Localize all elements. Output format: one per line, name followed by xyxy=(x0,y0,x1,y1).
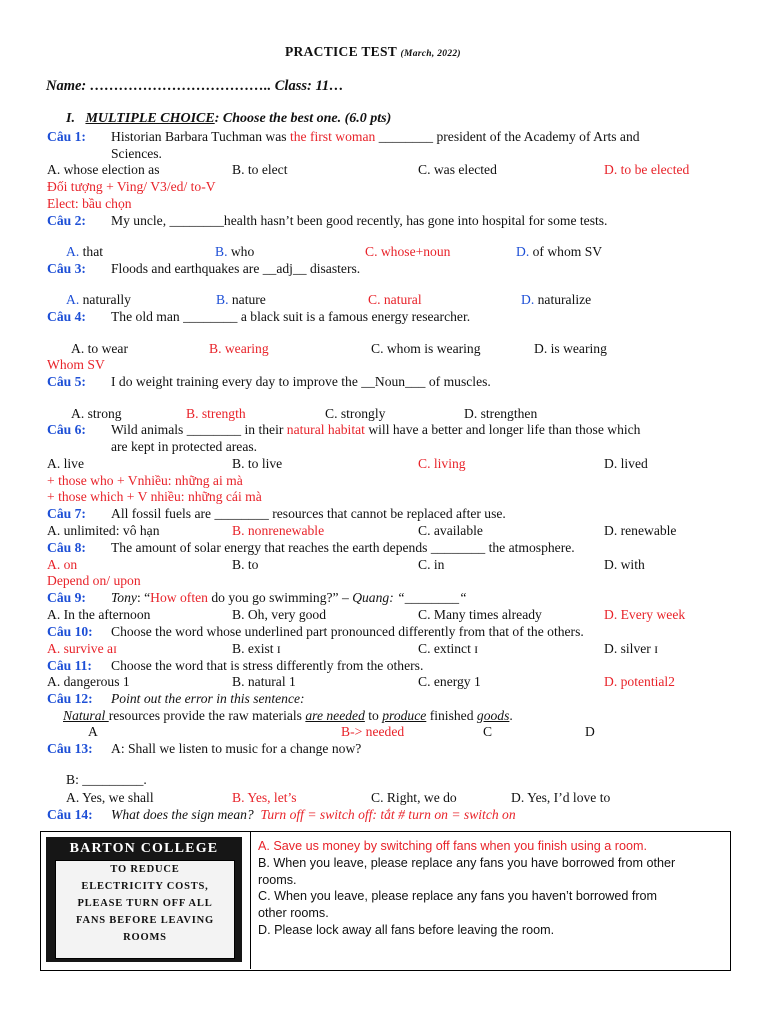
sign-line-2: ELECTRICITY COSTS, xyxy=(81,881,209,892)
q14-option-c-line-1: C. When you leave, please replace any fans you haven’t borrowed from xyxy=(258,889,658,903)
q3-d-letter: D. xyxy=(521,292,535,307)
q6-text-pre: Wild animals ________ in their xyxy=(111,422,287,437)
q5-option-c: C. strongly xyxy=(325,406,386,421)
q7-option-d: D. renewable xyxy=(604,523,677,538)
section-label: MULTIPLE CHOICE xyxy=(85,111,215,126)
q14-option-b-line-2: rooms. xyxy=(258,873,297,887)
q12-sentence xyxy=(63,708,513,724)
q9-speaker-2: Quang xyxy=(352,590,390,605)
q9-text-red: How often xyxy=(150,590,208,605)
q6-note-1: + those who + Vnhiều: những ai mà xyxy=(47,473,243,488)
q10-option-c: C. extinct ɪ xyxy=(418,641,479,656)
q3-b-letter: B. xyxy=(216,292,229,307)
q2-a-text: that xyxy=(79,244,104,259)
q11-question: Choose the word that is stress differently from the others. xyxy=(111,658,424,673)
q13-option-c: C. Right, we do xyxy=(371,790,457,805)
q1-option-c: C. was elected xyxy=(418,162,497,177)
q6-number: Câu 6: xyxy=(47,422,86,437)
sign-line-3: PLEASE TURN OFF ALL xyxy=(77,898,213,909)
q9-question xyxy=(111,590,467,606)
q2-number: Câu 2: xyxy=(47,213,86,228)
q2-question: My uncle, ________health hasn’t been good recently, has gone into hospital for some tests. xyxy=(111,213,608,228)
q12-text-4: . xyxy=(509,708,513,723)
q12-part-c: produce xyxy=(382,708,427,723)
q2-option-b xyxy=(215,244,254,260)
q1-number: Câu 1: xyxy=(47,129,86,144)
q2-option-d xyxy=(516,244,602,260)
q9-blank: : “________“ xyxy=(389,590,467,605)
section-instruction: : Choose the best one. (6.0 pts) xyxy=(214,111,392,126)
q11-option-a: A. dangerous 1 xyxy=(47,674,130,689)
q3-a-text: naturally xyxy=(79,292,131,307)
q3-option-a xyxy=(66,292,131,308)
q14-question xyxy=(111,807,516,823)
q2-option-c: C. whose+noun xyxy=(365,244,451,259)
q14-number: Câu 14: xyxy=(47,807,93,822)
q9-option-d: D. Every week xyxy=(604,607,686,622)
q8-option-a: A. on xyxy=(47,557,78,572)
q9-option-b: B. Oh, very good xyxy=(232,607,327,622)
q12-label-a: A xyxy=(88,724,98,739)
q7-number: Câu 7: xyxy=(47,506,86,521)
q3-a-letter: A. xyxy=(66,292,80,307)
q1-option-d: D. to be elected xyxy=(604,162,690,177)
q6-option-a: A. live xyxy=(47,456,84,471)
q12-number: Câu 12: xyxy=(47,691,93,706)
q12-text-2: to xyxy=(364,708,383,723)
q12-label-d: D xyxy=(585,724,595,739)
q2-b-letter: B. xyxy=(215,244,228,259)
q9-option-a: A. In the afternoon xyxy=(47,607,151,622)
sign-header: BARTON COLLEGE xyxy=(69,841,219,856)
q1-text-post: ________ president of the Academy of Arts and xyxy=(375,129,640,144)
q6-option-c: C. living xyxy=(418,456,466,471)
q12-text-1: resources provide the raw materials xyxy=(108,708,306,723)
q3-option-c: C. natural xyxy=(368,292,422,307)
q10-option-a: A. survive aɪ xyxy=(47,641,117,656)
q2-option-a xyxy=(66,244,103,260)
q6-question-cont: are kept in protected areas. xyxy=(111,439,258,454)
q1-text-red: the first woman xyxy=(289,129,376,144)
q4-question: The old man ________ a black suit is a famous energy researcher. xyxy=(111,309,471,324)
q2-d-text: of whom SV xyxy=(529,244,603,259)
q3-number: Câu 3: xyxy=(47,261,86,276)
q8-option-d: D. with xyxy=(604,557,645,572)
q2-b-text: who xyxy=(227,244,255,259)
q12-label-b: B-> needed xyxy=(341,724,405,739)
q10-option-d: D. silver ɪ xyxy=(604,641,658,656)
q14-note: Turn off = switch off: tắt # turn on = switch on xyxy=(260,807,516,822)
name-class-line: Name: ……………………………….. Class: 11… xyxy=(46,78,344,94)
q6-text-red: natural habitat xyxy=(286,422,365,437)
q3-option-b xyxy=(216,292,266,308)
q6-question xyxy=(111,422,640,438)
q8-question: The amount of solar energy that reaches the earth depends ________ the atmosphere. xyxy=(111,540,575,555)
q14-option-a: A. Save us money by switching off fans when you finish using a room. xyxy=(258,839,647,853)
q4-option-d: D. is wearing xyxy=(534,341,607,356)
q13-number: Câu 13: xyxy=(47,741,93,756)
q7-option-b: B. nonrenewable xyxy=(232,523,325,538)
q5-number: Câu 5: xyxy=(47,374,86,389)
q5-option-d: D. strengthen xyxy=(464,406,538,421)
q12-question: Point out the error in this sentence: xyxy=(111,691,305,706)
q13-question: A: Shall we listen to music for a change now? xyxy=(111,741,362,756)
q11-option-d: D. potential2 xyxy=(604,674,675,689)
section-heading xyxy=(66,111,391,127)
q10-question: Choose the word whose underlined part pronounced differently from that of the others. xyxy=(111,624,584,639)
q12-part-b: are needed xyxy=(305,708,365,723)
q14-text: What does the sign mean? xyxy=(111,807,254,822)
sign-line-1: TO REDUCE xyxy=(110,864,180,875)
q12-part-d: goods xyxy=(476,708,510,723)
q9-number: Câu 9: xyxy=(47,590,86,605)
q3-b-text: nature xyxy=(228,292,266,307)
q7-question: All fossil fuels are ________ resources that cannot be replaced after use. xyxy=(111,506,506,521)
q4-option-c: C. whom is wearing xyxy=(371,341,481,356)
q5-question: I do weight training every day to improve the __Noun___ of muscles. xyxy=(111,374,491,389)
q4-number: Câu 4: xyxy=(47,309,86,324)
q7-option-c: C. available xyxy=(418,523,483,538)
q1-question xyxy=(111,129,640,145)
q1-note-1: Đối tượng + Ving/ V3/ed/ to-V xyxy=(47,179,216,194)
q9-option-c: C. Many times already xyxy=(418,607,542,622)
q7-option-a: A. unlimited: vô hạn xyxy=(47,523,160,538)
q3-d-text: naturalize xyxy=(534,292,592,307)
sign-line-4: FANS BEFORE LEAVING xyxy=(76,915,214,926)
q12-part-a: Natural xyxy=(63,708,109,723)
q8-option-b: B. to xyxy=(232,557,259,572)
q4-note: Whom SV xyxy=(47,357,105,372)
q3-question: Floods and earthquakes are __adj__ disasters. xyxy=(111,261,361,276)
q10-option-b: B. exist ɪ xyxy=(232,641,281,656)
q4-option-a: A. to wear xyxy=(71,341,128,356)
q2-d-letter: D. xyxy=(516,244,530,259)
q11-number: Câu 11: xyxy=(47,658,92,673)
q1-text-pre: Historian Barbara Tuchman was xyxy=(111,129,290,144)
sign-line-5: ROOMS xyxy=(123,932,167,943)
title-text: PRACTICE TEST xyxy=(285,44,397,59)
q6-option-d: D. lived xyxy=(604,456,648,471)
q13-b-line: B: _________. xyxy=(66,772,147,787)
q9-quote-open: : “ xyxy=(136,590,151,605)
q6-text-post: will have a better and longer life than those which xyxy=(364,422,641,437)
q14-option-d: D. Please lock away all fans before leaving the room. xyxy=(258,923,555,937)
q8-note: Depend on/ upon xyxy=(47,573,141,588)
q4-option-b: B. wearing xyxy=(209,341,269,356)
q3-option-d xyxy=(521,292,591,308)
q12-text-3: finished xyxy=(426,708,477,723)
q9-speaker-1: Tony xyxy=(111,590,137,605)
title-date: (March, 2022) xyxy=(400,49,461,59)
q12-label-c: C xyxy=(483,724,493,739)
q6-note-2: + those which + V nhiều: những cái mà xyxy=(47,489,262,504)
q14-option-c-line-2: other rooms. xyxy=(258,906,329,920)
q1-option-a: A. whose election as xyxy=(47,162,160,177)
q5-option-a: A. strong xyxy=(71,406,122,421)
q13-option-d: D. Yes, I’d love to xyxy=(511,790,611,805)
section-number: I. xyxy=(66,111,75,126)
q13-option-b: B. Yes, let’s xyxy=(232,790,297,805)
q10-number: Câu 10: xyxy=(47,624,93,639)
q1-note-2: Elect: bầu chọn xyxy=(47,196,132,211)
q5-option-b: B. strength xyxy=(186,406,246,421)
q1-question-cont: Sciences. xyxy=(111,146,162,161)
q11-option-b: B. natural 1 xyxy=(232,674,296,689)
q1-option-b: B. to elect xyxy=(232,162,288,177)
q9-text-rest: do you go swimming?” – xyxy=(207,590,353,605)
q14-option-b-line-1: B. When you leave, please replace any fans you have borrowed from other xyxy=(258,856,676,870)
q8-option-c: C. in xyxy=(418,557,445,572)
q13-option-a: A. Yes, we shall xyxy=(66,790,154,805)
page-title xyxy=(285,44,461,62)
q2-a-letter: A. xyxy=(66,244,80,259)
q14-table-divider xyxy=(250,831,251,969)
q6-option-b: B. to live xyxy=(232,456,283,471)
q8-number: Câu 8: xyxy=(47,540,86,555)
q11-option-c: C. energy 1 xyxy=(418,674,481,689)
